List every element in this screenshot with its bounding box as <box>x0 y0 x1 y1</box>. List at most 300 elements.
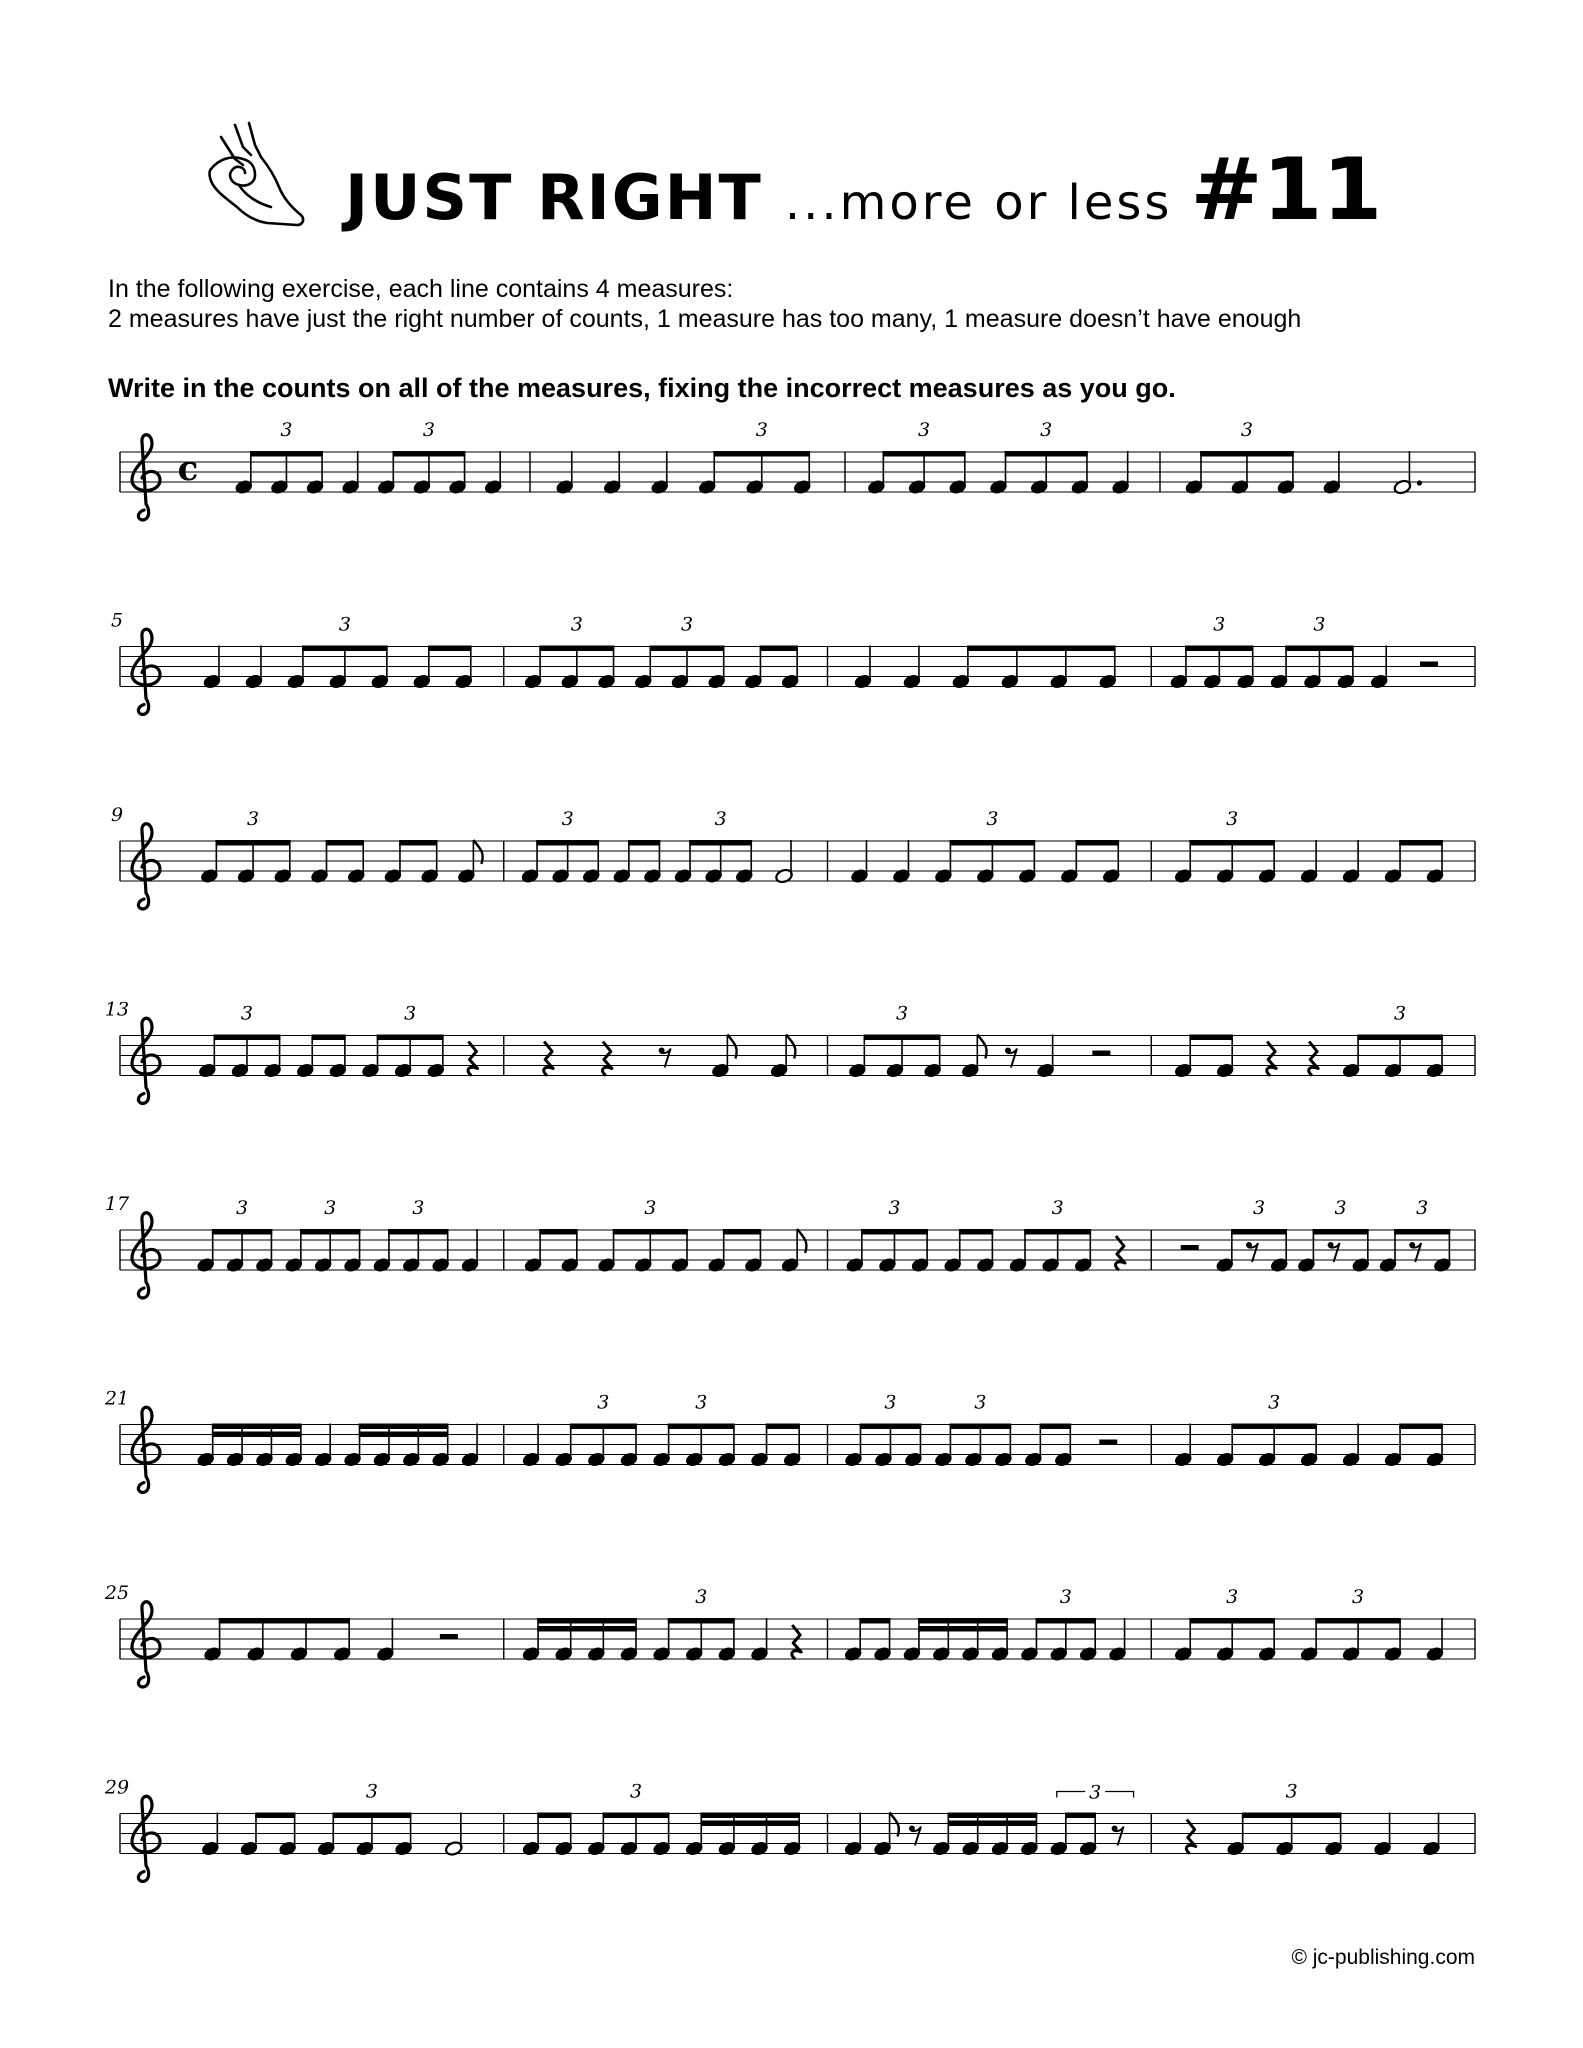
note-group <box>770 1035 796 1079</box>
note-group <box>932 1813 1039 1857</box>
note-group <box>597 1197 689 1273</box>
measure <box>530 419 812 495</box>
note-flag <box>890 1813 899 1837</box>
note-beam <box>1313 1229 1369 1235</box>
note-group <box>200 808 292 884</box>
note-group <box>1373 1813 1392 1857</box>
note-beam <box>250 451 323 457</box>
note-beam <box>883 451 966 457</box>
tuplet-label: 3 <box>1059 1586 1072 1608</box>
note-group <box>1169 614 1255 690</box>
note-group <box>1092 1051 1110 1057</box>
note-group <box>934 1392 1013 1468</box>
half-rest <box>1092 1051 1110 1057</box>
tuplet-label: 3 <box>680 613 694 636</box>
tuplet-label: 3 <box>644 1197 657 1219</box>
instruction-text: Write in the counts on all of the measures, fixing the incorrect measures as you go. <box>108 373 1176 403</box>
note-group <box>744 646 800 690</box>
note-beam <box>332 1813 411 1819</box>
staff-system <box>105 999 1475 1104</box>
note-group <box>1174 1035 1235 1079</box>
tuplet-label: 3 <box>1268 1391 1281 1414</box>
note-group <box>1420 662 1438 668</box>
note-group <box>848 1003 942 1079</box>
note-group <box>587 1781 671 1857</box>
note-group <box>844 1392 923 1468</box>
note-beam <box>668 1424 735 1430</box>
note-beam <box>214 1035 281 1041</box>
tuplet-label: 3 <box>1240 419 1253 441</box>
note-group <box>612 840 662 884</box>
note-group <box>1174 1424 1193 1468</box>
measure <box>828 1782 1134 1857</box>
note-beam <box>302 646 388 652</box>
note-group <box>652 1392 736 1468</box>
note-group <box>383 840 439 884</box>
tuplet-label: 3 <box>365 1780 378 1803</box>
note-group <box>634 614 726 690</box>
note-beam <box>326 840 364 846</box>
note-group <box>1174 1586 1277 1662</box>
note-beam <box>950 1424 1012 1430</box>
note-group <box>522 1618 639 1662</box>
note-flag <box>727 1035 736 1059</box>
note-group <box>239 1813 297 1857</box>
treble-clef <box>132 629 160 714</box>
note-group <box>361 1003 445 1079</box>
measure <box>196 1197 479 1273</box>
note-beam <box>628 840 660 846</box>
note-group <box>1370 646 1389 690</box>
note-group <box>1008 1197 1092 1273</box>
note-group <box>1184 419 1295 495</box>
measure-number: 13 <box>104 998 130 1021</box>
staff-system <box>104 1777 1475 1882</box>
note-group <box>1393 451 1422 495</box>
note-group <box>902 1618 1009 1662</box>
tuplet-label: 3 <box>240 1002 254 1025</box>
note-beam <box>948 1813 1038 1819</box>
tuplet-label: 3 <box>561 808 574 830</box>
note-beam <box>255 1813 295 1819</box>
note-group <box>845 1197 929 1273</box>
staff-system <box>120 419 1475 520</box>
tuplet-label: 3 <box>629 1780 643 1803</box>
note-group <box>198 1003 282 1079</box>
time-signature: c <box>177 449 199 489</box>
title-sub: ...more or less <box>784 175 1173 231</box>
treble-clef <box>132 1407 160 1492</box>
note-group <box>650 451 669 495</box>
note-beam <box>1399 840 1443 846</box>
note-beam <box>1189 1618 1275 1624</box>
note-beam <box>1315 1618 1401 1624</box>
tuplet-label: 3 <box>884 1391 897 1414</box>
note-group <box>707 1229 763 1273</box>
measure <box>1151 1392 1444 1468</box>
note-group <box>659 1048 671 1068</box>
measure <box>504 1392 802 1468</box>
treble-clef <box>132 1213 160 1298</box>
tuplet-label: 3 <box>1352 1586 1365 1608</box>
quarter-rest <box>603 1042 612 1076</box>
note-beam <box>537 1618 637 1624</box>
staff-system <box>111 610 1475 715</box>
measure-number: 29 <box>104 1776 130 1799</box>
tuplet-label: 3 <box>1313 613 1326 636</box>
note-group <box>685 1813 802 1857</box>
measure <box>1151 1781 1441 1857</box>
note-group <box>844 1618 892 1662</box>
tuplet-label: 3 <box>324 1197 337 1219</box>
note-beam <box>1231 1229 1287 1235</box>
note-beam <box>766 1424 800 1430</box>
note-beam <box>1189 1035 1233 1041</box>
note-beam <box>219 1618 350 1624</box>
note-group <box>1174 808 1277 884</box>
note-beam <box>1076 840 1120 846</box>
half-rest <box>1181 1245 1199 1251</box>
measure <box>504 1586 801 1662</box>
copyright-text: © jc-publishing.com <box>1291 1946 1475 1969</box>
note-group <box>196 1424 303 1468</box>
note-group <box>1267 1042 1276 1076</box>
note-beam <box>212 1424 302 1430</box>
note-group <box>792 1625 801 1659</box>
tuplet-label: 3 <box>247 808 260 830</box>
treble-clef <box>132 1018 160 1103</box>
half-rest <box>440 1634 458 1640</box>
note-beam <box>649 646 724 652</box>
note-beam <box>1005 451 1088 457</box>
note-group <box>750 1424 802 1468</box>
tuplet-label: 3 <box>1089 1781 1102 1804</box>
note-group <box>202 646 221 690</box>
tuplet-label: 3 <box>412 1197 425 1219</box>
note-group <box>343 1424 450 1468</box>
note-group <box>1216 1392 1319 1468</box>
note-group <box>844 1813 863 1857</box>
note-beam <box>1285 646 1353 652</box>
measure <box>200 808 483 884</box>
tuplet-label: 3 <box>1213 613 1226 636</box>
note-group <box>522 1813 574 1857</box>
note-beam <box>1040 1424 1072 1430</box>
note-group <box>1226 1781 1343 1857</box>
note-group <box>1036 1035 1055 1079</box>
note-group <box>603 1042 612 1076</box>
note-group <box>873 1813 899 1857</box>
note-group <box>1186 1820 1195 1854</box>
note-group <box>1309 1042 1318 1076</box>
note-beam <box>1399 1424 1443 1430</box>
measure <box>828 1197 1125 1273</box>
tuplet-label: 3 <box>895 1002 909 1025</box>
measure <box>828 1003 1111 1079</box>
measure-number: 25 <box>104 1582 130 1604</box>
note-group <box>372 1197 450 1273</box>
measure <box>201 1781 464 1857</box>
measure <box>504 1781 802 1857</box>
measure-number: 17 <box>104 1193 130 1215</box>
note-beam <box>967 646 1115 652</box>
note-beam <box>700 1813 800 1819</box>
staff-system <box>111 804 1475 909</box>
note-beam <box>1357 1035 1443 1041</box>
note-group <box>1099 1440 1117 1446</box>
treble-clef <box>132 1602 160 1687</box>
measure <box>828 1586 1128 1662</box>
treble-clef <box>132 824 160 909</box>
note-group <box>1384 840 1445 884</box>
measure-number: 5 <box>110 609 124 632</box>
note-group <box>461 1424 480 1468</box>
tuplet-label: 3 <box>1334 1197 1347 1219</box>
note-flag <box>473 840 482 864</box>
tuplet-label: 3 <box>570 613 583 636</box>
note-group <box>1426 1618 1445 1662</box>
intro-line-1: In the following exercise, each line contains 4 measures: <box>108 275 734 303</box>
tuplet-label: 3 <box>888 1197 901 1219</box>
note-beam <box>300 1229 360 1235</box>
note-beam <box>713 451 810 457</box>
note-group <box>1060 840 1121 884</box>
note-group <box>698 419 812 495</box>
measure <box>504 808 794 884</box>
measure <box>234 419 502 495</box>
note-beam <box>918 1626 1008 1632</box>
note-group <box>524 1229 580 1273</box>
tuplet-label: 3 <box>1051 1197 1064 1219</box>
note-group <box>1116 1236 1125 1270</box>
note-group <box>1300 1586 1403 1662</box>
tuplet-label: 3 <box>236 1197 249 1219</box>
note-group <box>902 646 921 690</box>
tuplet-label: 3 <box>422 419 435 441</box>
tuplet-label: 3 <box>714 808 727 830</box>
tuplet-label: 3 <box>695 1391 708 1414</box>
note-group <box>196 1197 274 1273</box>
note-beam <box>1024 1229 1091 1235</box>
measure <box>202 614 473 690</box>
measure <box>1151 1003 1444 1079</box>
measure <box>504 1197 807 1273</box>
tuplet-label: 3 <box>338 613 351 636</box>
note-group <box>286 614 389 690</box>
tuplet-label: 3 <box>695 1586 708 1608</box>
note-group <box>943 1229 995 1273</box>
treble-clef <box>132 435 160 520</box>
measure <box>1160 419 1422 495</box>
note-beam <box>216 840 291 846</box>
note-group <box>376 1618 395 1662</box>
note-group <box>1215 1197 1288 1273</box>
note-group <box>1384 1424 1445 1468</box>
note-flag <box>977 1035 986 1059</box>
measure <box>1151 614 1438 690</box>
measure <box>828 808 1121 884</box>
note-group <box>1020 1586 1098 1662</box>
note-flag <box>786 1035 795 1059</box>
note-beam <box>359 1432 449 1438</box>
note-beam <box>860 1424 922 1430</box>
note-group <box>544 1042 553 1076</box>
note-beam <box>918 1618 1008 1624</box>
note-beam <box>1200 451 1294 457</box>
note-group <box>310 840 366 884</box>
note-beam <box>399 840 437 846</box>
note-group <box>1111 451 1130 495</box>
note-group <box>867 419 967 495</box>
note-beam <box>859 1618 890 1624</box>
title-main: JUST RIGHT <box>345 161 763 234</box>
note-beam <box>1189 840 1275 846</box>
tuplet-label: 3 <box>404 1002 417 1025</box>
note-group <box>1322 451 1341 495</box>
note-beam <box>1394 1229 1450 1235</box>
note-group <box>1108 1618 1127 1662</box>
note-group <box>457 840 483 884</box>
note-group <box>317 1781 413 1857</box>
note-beam <box>1242 1813 1342 1819</box>
note-beam <box>570 1424 637 1430</box>
note-beam <box>864 1035 941 1041</box>
note-group <box>1342 1424 1361 1468</box>
note-beam <box>950 840 1036 846</box>
note-beam <box>311 1035 345 1041</box>
measure <box>845 419 1130 495</box>
note-beam <box>1185 646 1253 652</box>
tuplet-label: 3 <box>280 419 293 441</box>
note-group <box>961 1035 987 1079</box>
note-group <box>461 1229 480 1273</box>
tuplet-label: 3 <box>1226 1586 1239 1608</box>
note-beam <box>723 1229 761 1235</box>
note-group <box>1270 614 1356 690</box>
measure <box>828 1392 1118 1468</box>
note-group <box>522 1424 541 1468</box>
quarter-rest <box>1309 1042 1318 1076</box>
note-beam <box>1036 1618 1096 1624</box>
treble-clef <box>132 1796 160 1881</box>
note-group <box>314 1424 333 1468</box>
note-group <box>1342 840 1361 884</box>
measure <box>828 646 1118 690</box>
intro-line-2: 2 measures have just the right number of counts, 1 measure has too many, 1 measure doesn’t have enough <box>108 305 1302 333</box>
staff-system <box>105 1193 1475 1298</box>
note-group <box>524 614 616 690</box>
note-group <box>1297 1197 1370 1273</box>
note-beam <box>613 1229 688 1235</box>
note-group <box>1300 840 1319 884</box>
note-beam <box>359 1424 449 1430</box>
note-group <box>1378 1197 1451 1273</box>
tuplet-label: 3 <box>918 419 931 441</box>
note-beam <box>689 840 752 846</box>
measure <box>1151 1197 1452 1273</box>
measure <box>203 1618 458 1662</box>
measure <box>1151 1586 1444 1662</box>
half-rest <box>1420 662 1438 668</box>
tuplet-label: 3 <box>597 1391 610 1414</box>
measure-number: 21 <box>104 1387 130 1410</box>
note-beam <box>393 451 466 457</box>
measure <box>198 1003 478 1079</box>
measure <box>196 1424 479 1468</box>
note-group <box>711 1035 737 1079</box>
note-beam <box>603 1813 670 1819</box>
tuplet-label: 3 <box>755 419 768 441</box>
note-beam <box>948 1821 1038 1827</box>
note-group <box>203 1618 352 1662</box>
note-group <box>652 1586 736 1662</box>
measure <box>504 1035 796 1079</box>
note-group <box>1049 1782 1133 1857</box>
staff-system <box>104 1582 1475 1687</box>
note-beam <box>377 1035 444 1041</box>
note-group <box>341 451 360 495</box>
measure <box>504 614 800 690</box>
tuplet-label: 3 <box>1226 808 1239 830</box>
tuplet-label: 3 <box>1285 1780 1298 1803</box>
note-group <box>468 1042 477 1076</box>
note-group <box>555 451 574 495</box>
note-group <box>909 1826 921 1846</box>
note-group <box>951 646 1117 690</box>
note-beam <box>388 1229 448 1235</box>
note-group <box>377 419 467 495</box>
note-group <box>1024 1424 1073 1468</box>
note-beam <box>539 646 614 652</box>
quarter-rest <box>1186 1820 1195 1854</box>
tuplet-label: 3 <box>974 1391 987 1414</box>
note-group <box>781 1229 807 1273</box>
tuplet-label: 3 <box>1394 1002 1407 1025</box>
note-beam <box>1231 1424 1317 1430</box>
note-group <box>244 646 263 690</box>
note-group <box>775 840 794 884</box>
note-beam <box>428 646 472 652</box>
note-group <box>554 1392 638 1468</box>
note-beam <box>212 1432 302 1438</box>
measure-number: 9 <box>110 804 124 826</box>
note-group <box>440 1634 458 1640</box>
note-beam <box>537 1813 571 1819</box>
note-group <box>853 646 872 690</box>
note-group <box>989 419 1089 495</box>
tuplet-label: 3 <box>1040 419 1053 441</box>
quarter-rest <box>468 1042 477 1076</box>
tuplet-label: 3 <box>1416 1197 1429 1219</box>
tuplet-label: 3 <box>986 808 999 830</box>
note-group <box>444 1813 463 1857</box>
note-group <box>1181 1245 1199 1251</box>
note-group <box>521 808 601 884</box>
note-group <box>296 1035 348 1079</box>
note-group <box>412 646 473 690</box>
title-number: #11 <box>1190 140 1383 240</box>
note-beam <box>959 1229 993 1235</box>
half-rest <box>1099 1440 1117 1446</box>
note-group <box>284 1197 362 1273</box>
note-group <box>1005 1048 1017 1068</box>
note-group <box>674 808 754 884</box>
note-group <box>892 840 911 884</box>
note-group <box>484 451 503 495</box>
note-group <box>234 419 324 495</box>
note-group <box>1422 1813 1441 1857</box>
note-group <box>603 451 622 495</box>
